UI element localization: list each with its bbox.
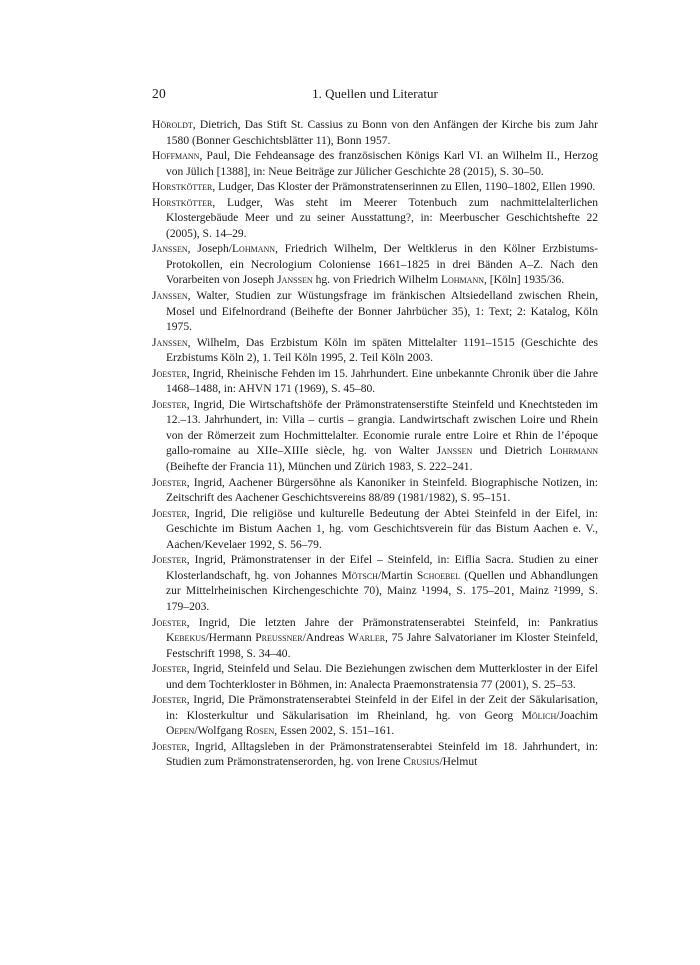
author-name: Joester: [152, 476, 187, 489]
author-name: Joester: [152, 694, 187, 707]
author-name: Crusius: [403, 756, 440, 769]
author-name: Horstkötter: [152, 181, 213, 194]
entry-text: , Ingrid, Die Prämonstratenserabtei Steinfeld in der Eifel in der Zeit der Säkularisation, in: Klosterkultur und Säkularisation im Rheinland, hg. von Georg: [166, 694, 598, 722]
author-name: Joester: [152, 554, 187, 567]
entry-text: , Ingrid, Steinfeld und Selau. Die Beziehungen zwischen dem Mutterkloster in der Eifel und dem Tochterkloster in Böhmen, in: Analecta Praemonstratensia 77 (2001), S. 25–53.: [166, 663, 598, 691]
entry-text: /Martin: [377, 569, 417, 582]
entry-text: , Ingrid, Alltagsleben in der Prämonstratenserabtei Steinfeld im 18. Jahrhundert, in: Studien zum Prämonstratenserorden, hg. von Irene: [166, 740, 598, 769]
entry-text: , Ludger, Was steht im Meerer Totenbuch zum nachmittelalterlichen Klostergebäude Meer und zu seiner Ausstattung?, in: Meerbuscher Geschichtshefte 22 (2005), S. 14–29.: [166, 196, 598, 240]
bibliography-entry: [152, 336, 598, 367]
author-name: Mötsch: [341, 569, 378, 582]
entry-text: , Dietrich, Das Stift St. Cassius zu Bonn von den Anfängen der Kirche bis zum Jahr 1580 (Bonner Geschichtsblätter 11), Bonn 1957.: [166, 119, 598, 147]
author-name: Joester: [152, 398, 187, 411]
author-name: Horstkötter: [152, 196, 213, 209]
entry-text: /Wolfgang: [194, 725, 246, 738]
author-name: Janssen: [436, 445, 473, 458]
author-name: Joester: [152, 507, 187, 520]
bibliography-entry: [152, 740, 598, 771]
author-name: Lohrmann: [549, 445, 599, 458]
author-name: Lohmann: [440, 274, 485, 287]
entry-text: und Dietrich: [472, 445, 550, 458]
entry-text: , Ingrid, Die religiöse und kulturelle Bedeutung der Abtei Steinfeld in der Eifel, in: Geschichte im Bistum Aachen 1, hg. vom Geschichtsverein für das Bistum Aachen e. V., Aachen/Kevelaer 1992, S. 56–79.: [166, 507, 598, 551]
author-name: Joester: [152, 367, 187, 380]
bibliography-entry: [152, 693, 598, 740]
author-name: Joester: [152, 663, 187, 676]
author-name: Joester: [152, 740, 187, 753]
entry-text: , Ingrid, Die Wirtschaftshöfe der Prämonstratenserstifte Steinfeld und Knechtsteden im 12.–13. Jahrhundert, in: Villa – curtis – grangia. Landwirtschaft zwischen Loire und Rhein von der Römerzeit zum Hochmittelalter. Economie rurale entre Loire et Rhin de l’époque gallo-romaine au XIIe–XIIIe siècle, hg. von Walter: [166, 398, 598, 458]
entry-text: , Ingrid, Prämonstratenser in der Eifel – Steinfeld, in: Eiflia Sacra. Studien zu einer Klosterlandschaft, hg. von Johannes: [166, 554, 598, 582]
bibliography-entry: [152, 289, 598, 336]
running-head: 1. Quellen und Literatur: [312, 86, 438, 101]
entry-text: , Walter, Studien zur Wüstungsfrage im fränkischen Altsiedelland zwischen Rhein, Mosel und Eifelnordrand (Beihefte der Bonner Jahrbücher 35), 1: Text; 2: Katalog, Köln 1975.: [166, 290, 598, 334]
bibliography-entry: [152, 149, 598, 180]
entry-text: , Wilhelm, Das Erzbistum Köln im späten Mittelalter 1191–1515 (Geschichte des Erzbistums Köln 2), 1. Teil Köln 1995, 2. Teil Köln 2003.: [166, 336, 598, 365]
page-number: 20: [152, 86, 166, 101]
entry-text: /Joachim: [556, 709, 598, 722]
entry-text: , [Köln] 1935/36.: [484, 274, 565, 287]
entry-text: , Ingrid, Rheinische Fehden im 15. Jahrhundert. Eine unbekannte Chronik über die Jahre 1468–1488, in: AHVN 171 (1969), S. 45–80.: [166, 367, 598, 396]
bibliography-entry: [152, 242, 598, 289]
entry-text: , Ingrid, Die letzten Jahre der Prämonstratenserabtei Steinfeld, in: Pankratius: [186, 616, 598, 629]
author-name: Höroldt: [152, 119, 193, 131]
entry-text: /Andreas: [302, 632, 348, 645]
bibliography-entry: [152, 398, 598, 476]
author-name: Janssen: [152, 290, 188, 303]
entry-text: , Ludger, Das Kloster der Prämonstratenserinnen zu Ellen, 1190–1802, Ellen 1990.: [212, 181, 596, 194]
bibliography-entry: [152, 616, 598, 663]
entry-text: /Helmut: [439, 756, 478, 769]
entry-text: , Paul, Die Fehdeansage des französischen Königs Karl VI. an Wilhelm II., Herzog von Jülich [1388], in: Neue Beiträge zur Jülicher Geschichte 28 (2015), S. 30–50.: [166, 150, 598, 178]
entry-text: hg. von Friedrich Wilhelm: [312, 274, 441, 287]
bibliography-entry: [152, 367, 598, 398]
bibliography-entry: [152, 662, 598, 693]
bibliography-list: [152, 118, 598, 771]
author-name: Warler: [347, 632, 386, 645]
bibliography-entry: [152, 476, 598, 507]
bibliography-entry: [152, 553, 598, 615]
author-name: Janssen: [152, 243, 188, 256]
author-name: Preussner: [255, 632, 303, 645]
author-name: Lohmann: [232, 243, 276, 256]
author-name: Janssen: [152, 336, 188, 349]
bibliography-entry: [152, 118, 598, 149]
entry-text: , Ingrid, Aachener Bürgersöhne als Kanoniker in Steinfeld. Biographische Notizen, in: Zeitschrift des Aachener Geschichtsvereins 88/89 (1981/1982), S. 95–151.: [166, 476, 598, 505]
bibliography-entry: [152, 507, 598, 554]
entry-text: (Quellen und Abhandlungen zur Mittelrheinischen Kirchengeschichte 70), Mainz ¹1994, S. 175–201, Mainz ²1999, S. 179–203.: [166, 569, 599, 613]
author-name: Schoebel: [416, 569, 461, 582]
author-name: Hoffmann: [152, 150, 200, 163]
entry-text: /Hermann: [205, 632, 256, 645]
entry-text: , Essen 2002, S. 151–161.: [274, 725, 395, 738]
bibliography-entry: [152, 180, 598, 196]
author-name: Rosen: [245, 725, 275, 738]
author-name: Kebekus: [166, 632, 206, 645]
author-name: Joester: [152, 616, 187, 629]
entry-text: (Beihefte der Francia 11), München und Zürich 1983, S. 222–241.: [166, 461, 473, 474]
bibliography-entry: [152, 196, 598, 243]
author-name: Oepen: [166, 725, 195, 738]
entry-text: , 75 Jahre Salvatorianer im Kloster Steinfeld, Festschrift 1998, S. 34–40.: [166, 632, 598, 660]
entry-text: , Friedrich Wilhelm, Der Weltklerus in den Kölner Erzbistums-Protokollen, ein Necrologium Coloniense 1661–1825 in drei Bänden A–Z. Nach den Vorarbeiten von Joseph: [166, 243, 598, 287]
author-name: Mölich: [521, 709, 557, 722]
entry-text: , Joseph/: [187, 243, 232, 256]
author-name: Janssen: [277, 274, 313, 287]
